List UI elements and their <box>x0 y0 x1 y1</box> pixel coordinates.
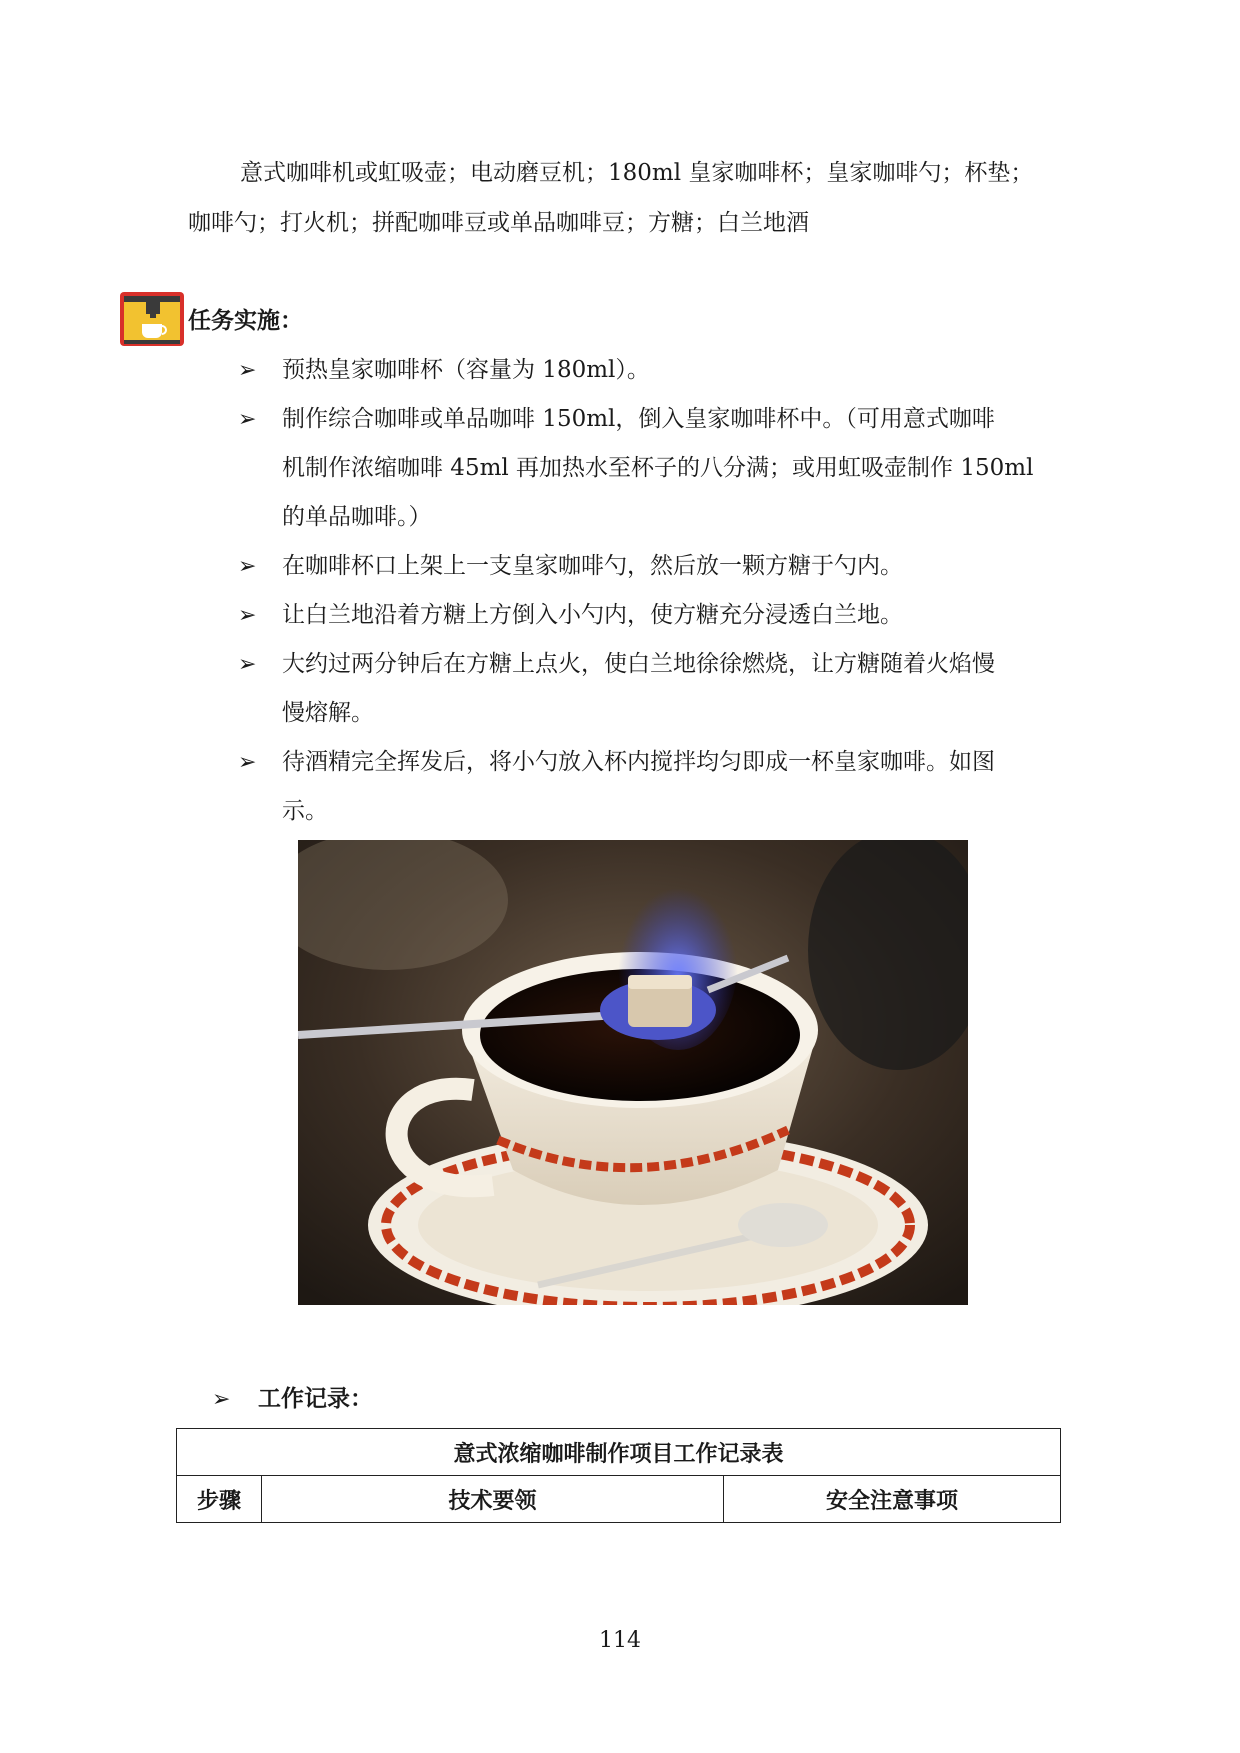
coffee-machine-icon <box>120 292 184 346</box>
work-record-table <box>176 1428 1061 1523</box>
bullet-icon: ➢ <box>238 554 257 579</box>
step-6-line-2: 示。 <box>282 798 328 824</box>
column-header-step: 步骤 <box>177 1476 262 1523</box>
step-4: 让白兰地沿着方糖上方倒入小勺内，使方糖充分浸透白兰地。 <box>282 602 903 628</box>
step-2-line-2: 机制作浓缩咖啡 45ml 再加热水至杯子的八分满；或用虹吸壶制作 150ml <box>282 455 1034 481</box>
materials-line-1: 意式咖啡机或虹吸壶；电动磨豆机；180ml 皇家咖啡杯；皇家咖啡勺；杯垫； <box>240 160 1034 186</box>
step-2-line-1: 制作综合咖啡或单品咖啡 150ml，倒入皇家咖啡杯中。（可用意式咖啡 <box>282 406 995 432</box>
step-1: 预热皇家咖啡杯（容量为 180ml）。 <box>282 357 650 383</box>
column-header-technique: 技术要领 <box>262 1476 724 1523</box>
royal-coffee-photo <box>298 840 968 1305</box>
step-5-line-2: 慢熔解。 <box>282 700 374 726</box>
step-6-line-1: 待酒精完全挥发后，将小勺放入杯内搅拌均匀即成一杯皇家咖啡。如图 <box>282 749 995 775</box>
bullet-icon: ➢ <box>238 603 257 628</box>
table-title: 意式浓缩咖啡制作项目工作记录表 <box>177 1429 1061 1476</box>
step-2-line-3: 的单品咖啡。） <box>282 504 432 530</box>
bullet-icon: ➢ <box>238 652 257 677</box>
bullet-icon: ➢ <box>212 1387 231 1412</box>
step-3: 在咖啡杯口上架上一支皇家咖啡勺，然后放一颗方糖于勺内。 <box>282 553 903 579</box>
bullet-icon: ➢ <box>238 750 257 775</box>
task-heading: 任务实施： <box>188 308 303 334</box>
step-5-line-1: 大约过两分钟后在方糖上点火，使白兰地徐徐燃烧，让方糖随着火焰慢 <box>282 651 995 677</box>
materials-line-2: 咖啡勺；打火机；拼配咖啡豆或单品咖啡豆；方糖；白兰地酒 <box>188 210 809 236</box>
work-record-heading: 工作记录： <box>258 1386 373 1412</box>
bullet-icon: ➢ <box>238 407 257 432</box>
page-number: 114 <box>599 1628 641 1653</box>
bullet-icon: ➢ <box>238 358 257 383</box>
column-header-safety: 安全注意事项 <box>724 1476 1061 1523</box>
